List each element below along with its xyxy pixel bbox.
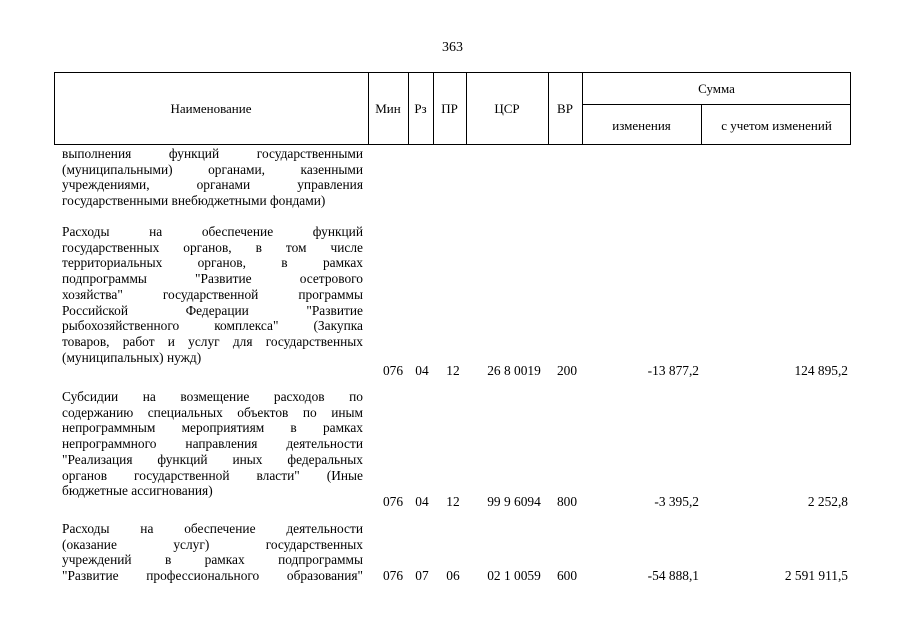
cell-total: 2 252,8 — [807, 494, 848, 509]
name-line: выполнения функций государственными — [62, 146, 363, 161]
table-header — [54, 72, 851, 145]
header-vr: ВР — [557, 101, 573, 116]
name-line: бюджетные ассигнования) — [62, 483, 213, 499]
cell-csr: 02 1 0059 — [487, 568, 541, 583]
name-line: рыбохозяйственного комплекса" (Закупка — [62, 318, 363, 334]
name-line: Расходы на обеспечение деятельности — [62, 521, 363, 536]
cell-pr: 06 — [446, 568, 460, 583]
cell-change: -3 395,2 — [654, 494, 699, 509]
cell-rz: 07 — [415, 568, 429, 583]
cell-min: 076 — [382, 568, 404, 583]
header-csr: ЦСР — [494, 101, 520, 116]
cell-pr: 12 — [446, 494, 460, 509]
name-line: территориальных органов, в рамках — [62, 255, 363, 271]
row-name — [62, 389, 363, 499]
name-line: учреждениями, органами управления — [62, 177, 363, 193]
cell-rz: 04 — [415, 363, 429, 378]
cell-csr: 26 8 0019 — [487, 363, 541, 378]
name-line: Расходы на обеспечение функций — [62, 224, 363, 239]
header-rz: Рз — [414, 101, 427, 116]
header-change: изменения — [612, 117, 671, 133]
cell-pr: 12 — [446, 363, 460, 378]
name-line: органов государственной власти" (Иные — [62, 467, 363, 483]
header-with-changes: с учетом изменений — [721, 117, 832, 133]
header-name: Наименование — [170, 101, 252, 116]
cell-total: 124 895,2 — [794, 363, 848, 378]
cell-change: -54 888,1 — [647, 568, 699, 583]
row-name — [62, 521, 363, 584]
cell-rz: 04 — [415, 494, 429, 509]
page-number: 363 — [442, 40, 463, 55]
name-line: (оказание услуг) государственных — [62, 536, 363, 552]
name-line: учреждений в рамках подпрограммы — [62, 552, 363, 568]
name-line: государственными внебюджетными фондами) — [62, 193, 326, 209]
name-line: (муниципальных) нужд) — [62, 349, 202, 365]
header-pr: ПР — [441, 101, 458, 116]
cell-total: 2 591 911,5 — [784, 568, 848, 583]
name-line: товаров, работ и услуг для государственных — [62, 333, 363, 349]
cell-vr: 800 — [556, 494, 578, 509]
name-line: Субсидии на возмещение расходов по — [62, 389, 363, 404]
row-name — [62, 224, 363, 365]
name-line: хозяйства" государственной программы — [62, 286, 363, 302]
name-line: (муниципальными) органами, казенными — [62, 161, 363, 177]
name-line: непрограммным мероприятиям в рамках — [62, 420, 363, 436]
name-line: подпрограммы "Развитие осетрового — [62, 271, 363, 287]
header-sum: Сумма — [698, 80, 735, 96]
name-line: государственных органов, в том числе — [62, 239, 363, 255]
name-line: "Развитие профессионального образования" — [62, 568, 363, 584]
cell-change: -13 877,2 — [647, 363, 699, 378]
name-line: "Реализация функций иных федеральных — [62, 451, 363, 467]
cell-min: 076 — [382, 363, 404, 378]
header-min: Мин — [375, 101, 401, 116]
name-line: содержанию специальных объектов по иным — [62, 404, 363, 420]
cell-vr: 200 — [556, 363, 578, 378]
name-line: Российской Федерации "Развитие — [62, 302, 363, 318]
cell-csr: 99 9 6094 — [487, 494, 541, 509]
name-line: непрограммного направления деятельности — [62, 436, 363, 452]
row-name — [62, 146, 363, 209]
cell-vr: 600 — [556, 568, 578, 583]
cell-min: 076 — [382, 494, 404, 509]
